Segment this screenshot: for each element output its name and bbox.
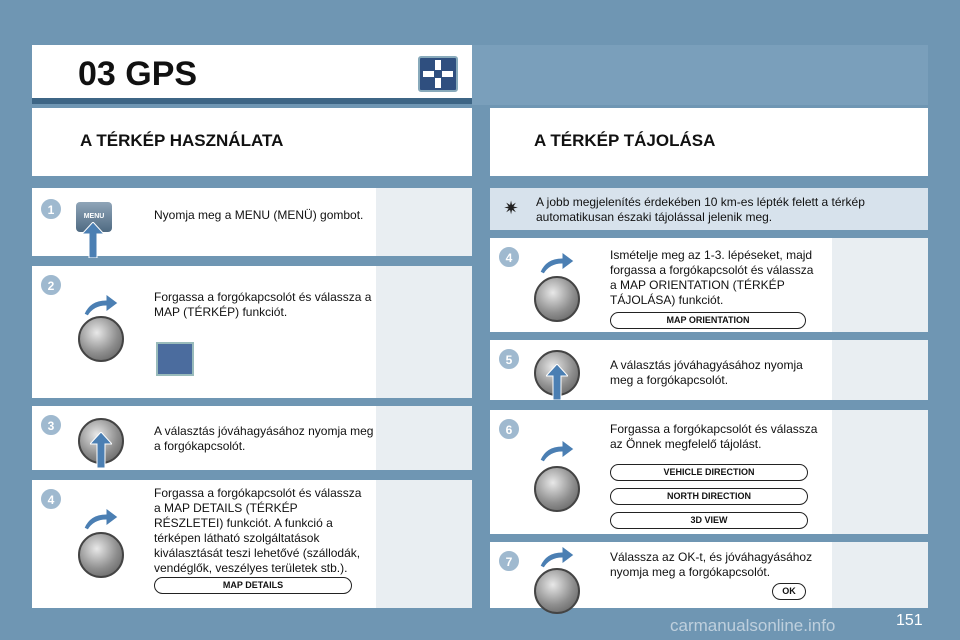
rotary-knob-illustration — [534, 276, 580, 322]
map-icon — [156, 342, 194, 376]
left-section-title: A TÉRKÉP HASZNÁLATA — [80, 131, 284, 150]
gps-crosshair-icon — [418, 56, 458, 92]
right-section-title: A TÉRKÉP TÁJOLÁSA — [534, 131, 716, 150]
watermark: carmanualsonline.info — [670, 616, 836, 635]
step-number-badge: 1 — [40, 198, 62, 220]
ok-option-pill: OK — [772, 583, 806, 600]
rotate-arrow-icon — [82, 508, 118, 535]
menu-option-pill: MAP ORIENTATION — [610, 312, 806, 329]
step-number-badge: 3 — [40, 414, 62, 436]
map-texture-header — [472, 45, 928, 105]
control-panel-illustration — [376, 406, 472, 470]
rotate-arrow-icon — [538, 440, 574, 467]
step-number-badge: 2 — [40, 274, 62, 296]
header-accent-bar — [32, 98, 472, 104]
step-number-badge: 4 — [40, 488, 62, 510]
page-number: 151 — [896, 612, 923, 629]
control-panel-illustration — [376, 188, 472, 256]
rotary-knob-illustration — [534, 466, 580, 512]
step-text: Forgassa a forgókapcsolót és válassza a MAP (TÉRKÉP) funkciót. — [154, 290, 372, 319]
step-text: A választás jóváhagyásához nyomja meg a forgókapcsolót. — [154, 424, 374, 453]
step-text: Forgassa a forgókapcsolót és válassza az Önnek megfelelő tájolást. — [610, 422, 818, 451]
press-arrow-icon — [546, 364, 568, 405]
step-text: Forgassa a forgókapcsolót és válassza a MAP DETAILS (TÉRKÉP RÉSZLETEI) funkciót. A funkció a térképen látható szolgáltatások kiválasztását teszi lehetővé (szállodák, vendéglők, veszélyes területek stb.). — [154, 486, 362, 575]
control-panel-illustration — [832, 410, 928, 534]
step-text: Ismételje meg az 1-3. lépéseket, majd forgassa a forgókapcsolót és válassza a MAP ORIENTATION (TÉRKÉP TÁJOLÁSA) funkciót. — [610, 248, 814, 307]
rotary-knob-illustration — [534, 568, 580, 614]
orientation-option-3d-view: 3D VIEW — [610, 512, 808, 529]
rotate-arrow-icon — [538, 252, 574, 279]
step-number-badge: 4 — [498, 246, 520, 268]
step-number-badge: 7 — [498, 550, 520, 572]
orientation-option-vehicle-direction: VEHICLE DIRECTION — [610, 464, 808, 481]
rotary-knob-illustration — [78, 532, 124, 578]
rotary-knob-illustration — [78, 316, 124, 362]
control-panel-illustration — [832, 542, 928, 608]
press-arrow-icon — [90, 432, 112, 473]
step-text: Nyomja meg a MENU (MENÜ) gombot. — [154, 208, 364, 222]
press-arrow-icon — [82, 222, 104, 263]
page-title: 03 GPS — [78, 55, 198, 93]
control-panel-illustration — [832, 238, 928, 332]
step-number-badge: 5 — [498, 348, 520, 370]
menu-option-pill: MAP DETAILS — [154, 577, 352, 594]
sun-icon: ✷ — [503, 198, 519, 218]
step-text: Válassza az OK-t, és jóváhagyásához nyomja meg a forgókapcsolót. — [610, 550, 813, 579]
control-panel-illustration — [376, 480, 472, 608]
info-note-text: A jobb megjelenítés érdekében 10 km-es lépték felett a térkép automatikusan északi tájolással jelenik meg. — [536, 195, 865, 224]
step-text: A választás jóváhagyásához nyomja meg a forgókapcsolót. — [610, 358, 803, 387]
control-panel-illustration — [832, 340, 928, 400]
step-number-badge: 6 — [498, 418, 520, 440]
control-panel-illustration — [376, 266, 472, 398]
orientation-option-north-direction: NORTH DIRECTION — [610, 488, 808, 505]
menu-key-illustration: MENU — [76, 202, 112, 232]
